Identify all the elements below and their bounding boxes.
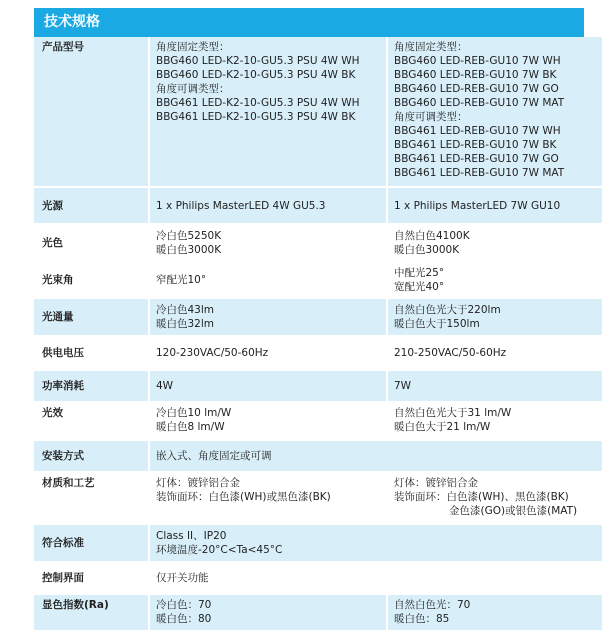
spec-table [34, 37, 602, 630]
section-title: 技术规格 [34, 8, 584, 37]
text-line: 宽配光40° [394, 281, 445, 293]
color-col1 [149, 224, 387, 262]
text-line: 环境温度-20°C<Ta<45°C [156, 544, 283, 556]
row-label-model: 产品型号 [34, 37, 149, 187]
row-label-efficacy: 光效 [34, 402, 149, 440]
materials-col1 [149, 472, 387, 524]
table-row [34, 37, 602, 187]
text-line: 自然白色光大于31 lm/W [394, 407, 512, 419]
text-line: 冷白色：70 [156, 599, 212, 611]
text-line: BBG461 LED-REB-GU10 7W BK [394, 139, 557, 151]
installation-value: 嵌入式、角度固定或可调 [149, 440, 602, 472]
table-row [34, 187, 602, 224]
power-col1: 4W [149, 370, 387, 402]
table-row [34, 440, 602, 472]
text-line: 角度可调类型： [394, 111, 468, 123]
text-line: 自然白色光大于220lm [394, 304, 501, 316]
text-line: 暖白色大于150lm [394, 318, 480, 330]
light-source-col2: 1 x Philips MasterLED 7W GU10 [387, 187, 602, 224]
text-line: BBG461 LED-REB-GU10 7W GO [394, 153, 559, 165]
text-line: BBG461 LED-K2-10-GU5.3 PSU 4W BK [156, 111, 356, 123]
text-line: BBG461 LED-K2-10-GU5.3 PSU 4W WH [156, 97, 360, 109]
text-line: 暖白色大于21 lm/W [394, 421, 491, 433]
power-col2: 7W [387, 370, 602, 402]
text-line: BBG461 LED-REB-GU10 7W WH [394, 125, 561, 137]
table-row [34, 472, 602, 524]
voltage-col1: 120-230VAC/50-60Hz [149, 336, 387, 370]
row-label-voltage: 供电电压 [34, 336, 149, 370]
text-line: 角度固定类型： [156, 41, 230, 53]
text-line: 暖白色3000K [394, 244, 460, 256]
table-row [34, 336, 602, 370]
table-row [34, 402, 602, 440]
text-line: BBG460 LED-REB-GU10 7W BK [394, 69, 557, 81]
row-label-color: 光色 [34, 224, 149, 262]
text-line: 冷白色43lm [156, 304, 215, 316]
text-line: 暖白色32lm [156, 318, 215, 330]
color-col2 [387, 224, 602, 262]
text-line: BBG460 LED-K2-10-GU5.3 PSU 4W WH [156, 55, 360, 67]
text-line: BBG460 LED-REB-GU10 7W WH [394, 55, 561, 67]
text-line: BBG461 LED-REB-GU10 7W MAT [394, 167, 565, 179]
model-col1 [149, 37, 387, 187]
table-row [34, 562, 602, 594]
light-source-col1: 1 x Philips MasterLED 4W GU5.3 [149, 187, 387, 224]
table-row [34, 594, 602, 630]
cri-col1 [149, 594, 387, 630]
text-line: 冷白色5250K [156, 230, 222, 242]
row-label-cri: 显色指数(Ra) [34, 594, 149, 630]
row-label-standards: 符合标准 [34, 524, 149, 562]
materials-col2 [387, 472, 602, 524]
text-line: 金色漆(GO)或银色漆(MAT) [449, 505, 578, 517]
row-label-light-source: 光源 [34, 187, 149, 224]
text-line: 暖白色：85 [394, 613, 450, 625]
text-line: 角度固定类型： [394, 41, 468, 53]
text-line: 自然白色4100K [394, 230, 470, 242]
beam-angle-col1: 窄配光10° [149, 262, 387, 298]
flux-col1 [149, 298, 387, 336]
row-label-control: 控制界面 [34, 562, 149, 594]
text-line: 装饰面环：白色漆(WH)、黑色漆(BK) [394, 491, 569, 503]
row-label-beam-angle: 光束角 [34, 262, 149, 298]
text-line: 灯体：镀锌铝合金 [394, 477, 478, 489]
text-line: 角度可调类型： [156, 83, 230, 95]
text-line: 冷白色10 lm/W [156, 407, 232, 419]
table-row [34, 370, 602, 402]
row-label-installation: 安装方式 [34, 440, 149, 472]
row-label-flux: 光通量 [34, 298, 149, 336]
text-line: 灯体：镀锌铝合金 [156, 477, 240, 489]
text-line: BBG460 LED-K2-10-GU5.3 PSU 4W BK [156, 69, 356, 81]
text-line: BBG460 LED-REB-GU10 7W MAT [394, 97, 565, 109]
row-label-materials: 材质和工艺 [34, 472, 149, 524]
control-value: 仅开关功能 [149, 562, 602, 594]
table-row [34, 298, 602, 336]
text-line: 暖白色3000K [156, 244, 222, 256]
table-row [34, 224, 602, 262]
text-line: 自然白色光：70 [394, 599, 471, 611]
text-line: 暖白色8 lm/W [156, 421, 225, 433]
flux-col2 [387, 298, 602, 336]
text-line: 中配光25° [394, 267, 445, 279]
standards-value [149, 524, 602, 562]
cri-col2 [387, 594, 602, 630]
efficacy-col1 [149, 402, 387, 440]
text-line: 暖白色：80 [156, 613, 212, 625]
text-line: Class II、IP20 [156, 530, 227, 542]
text-line: BBG460 LED-REB-GU10 7W GO [394, 83, 559, 95]
model-col2 [387, 37, 602, 187]
voltage-col2: 210-250VAC/50-60Hz [387, 336, 602, 370]
spec-sheet [34, 8, 584, 630]
text-line: 装饰面环：白色漆(WH)或黑色漆(BK) [156, 491, 331, 503]
efficacy-col2 [387, 402, 602, 440]
table-row [34, 524, 602, 562]
beam-angle-col2 [387, 262, 602, 298]
table-row [34, 262, 602, 298]
row-label-power: 功率消耗 [34, 370, 149, 402]
